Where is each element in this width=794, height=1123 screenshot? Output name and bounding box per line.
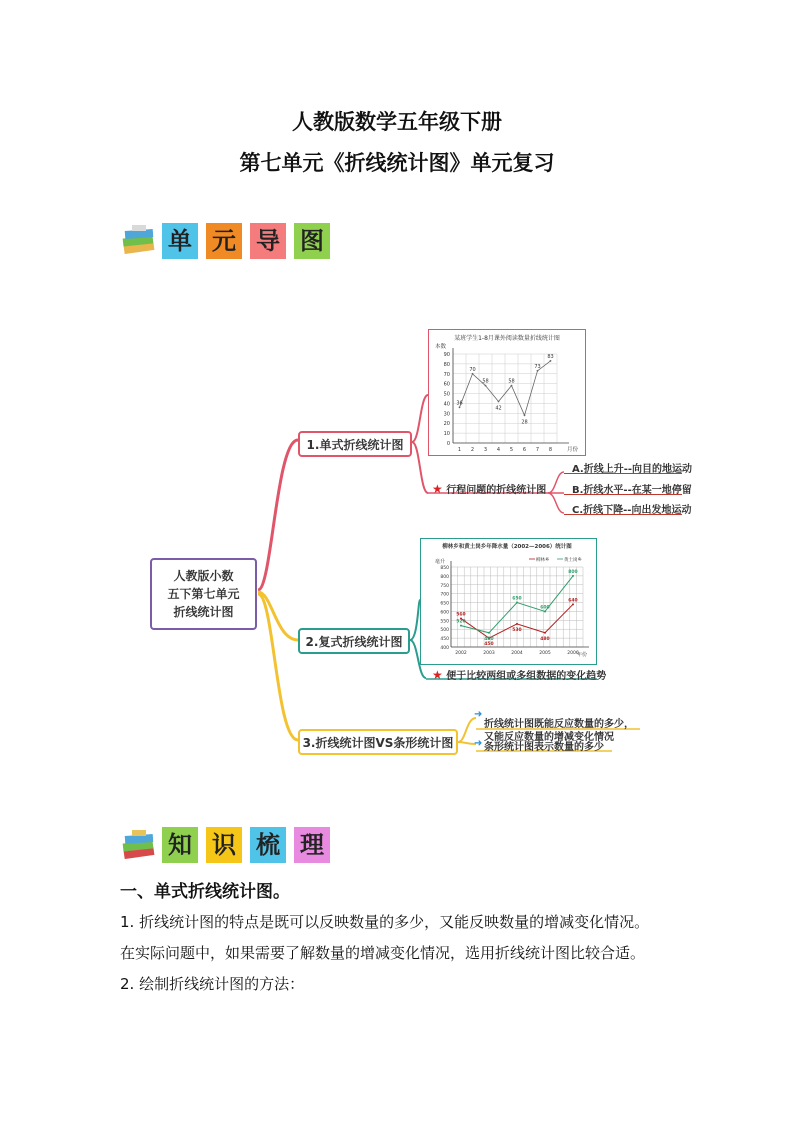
chart-2-ytick: 550 (440, 619, 449, 625)
chart-2-point (572, 603, 574, 605)
badge-dan: 单 (162, 223, 198, 259)
chart-1-ylabel: 本数 (435, 344, 447, 350)
star-icon: ★ (432, 668, 443, 682)
chart-1-point (472, 373, 474, 375)
chart-1-ytick: 80 (443, 361, 450, 368)
chart-2-ytick: 700 (440, 592, 449, 598)
paragraph-3: 2. 绘制折线统计图的方法： (120, 975, 305, 993)
chart-2-xtick: 2006 (567, 651, 579, 656)
mindmap-branch3-note-1: ➜ 折线统计图既能反应数量的多少， 又能反应数量的增减变化情况 (474, 709, 634, 743)
chart-1-xtick: 2 (470, 447, 475, 453)
chart-2-data-label: 480 (540, 636, 550, 642)
chart-2-point (488, 632, 490, 634)
paragraph-2: 在实际问题中，如果需要了解数量的增减变化情况，选用折线统计图比较合适。 (120, 944, 646, 962)
arrow-right-icon: ➜ (474, 709, 483, 720)
mindmap-branch-1: 1.单式折线统计图 (298, 431, 412, 457)
chart-2-xtick: 2003 (483, 651, 495, 656)
chart-1-point (498, 401, 500, 403)
chart-2-data-label: 480 (484, 636, 494, 642)
mindmap-branch3-note-2: ➜ 条形统计图表示数量的多少 (474, 738, 604, 753)
chart-2-ytick: 400 (440, 646, 449, 651)
badge-li: 理 (294, 827, 330, 863)
chart-1-data-label: 36 (456, 400, 463, 407)
chart-2-xtick: 2005 (539, 651, 551, 656)
chart-1-data-label: 42 (495, 405, 502, 412)
chart-2-point (516, 602, 518, 604)
chart-2-xtick: 2002 (455, 651, 467, 656)
chart-1-point (511, 385, 513, 387)
chart-2-xlabel: 年份 (577, 652, 588, 658)
chart-1-data-label: 28 (521, 419, 528, 426)
chart-1-xlabel: 月份 (567, 447, 579, 453)
mindmap-branch2-note: ★ 便于比较两组或多组数据的变化趋势 (432, 668, 607, 682)
chart-2-data-label: 530 (512, 627, 522, 633)
chart-2-legend-label: 柳林乡 (536, 558, 550, 563)
badge-tu: 图 (294, 223, 330, 259)
chart-1-data-label: 58 (482, 378, 489, 385)
chart-1-xtick: 6 (522, 447, 527, 453)
chart-2-data-label: 520 (456, 619, 466, 625)
chart-1-xtick: 4 (496, 447, 501, 453)
badge-zhi: 知 (162, 827, 198, 863)
chart-2-point (460, 625, 462, 627)
chart-1-data-label: 70 (469, 366, 476, 373)
chart-2-ytick: 850 (440, 566, 449, 571)
chart-2 (421, 539, 595, 663)
chart-1-data-label: 73 (534, 363, 541, 370)
mindmap-branch-2: 2.复式折线统计图 (298, 628, 410, 654)
badge-shi: 识 (206, 827, 242, 863)
chart-1-point (485, 385, 487, 387)
mindmap-branch1-sub: ★ 行程问题的折线统计图 (432, 482, 547, 496)
chart-2-point (544, 610, 546, 612)
chart-1-xtick: 8 (548, 447, 553, 453)
chart-1-xtick: 1 (457, 447, 462, 453)
chart-2-frame (420, 538, 597, 665)
chart-1-ytick: 60 (443, 381, 450, 388)
chart-1-ytick: 40 (443, 401, 450, 408)
chart-2-ytick: 450 (440, 637, 449, 643)
chart-2-title: 柳林乡和黄土岗乡年降水量（2002—2006）统计图 (442, 544, 572, 550)
chart-2-data-label: 640 (568, 598, 578, 604)
arrow-right-icon: ➜ (474, 738, 483, 749)
chart-2-ytick: 650 (440, 601, 449, 607)
mindmap-branch-3: 3.折线统计图VS条形统计图 (298, 729, 458, 755)
chart-1-ytick: 20 (443, 421, 450, 428)
chart-1-point (524, 414, 526, 416)
chart-2-point (516, 623, 518, 625)
chart-2-xtick: 2004 (511, 651, 523, 656)
mindmap-leaf-b: B.折线水平--在某一地停留 (572, 485, 692, 496)
mindmap-leaf-a: A.折线上升--向目的地运动 (572, 464, 693, 475)
chart-2-data-label: 560 (456, 612, 466, 618)
chart-1-ytick: 10 (443, 431, 450, 438)
chart-2-ytick: 600 (440, 610, 449, 616)
chart-2-ytick: 500 (440, 628, 449, 634)
books-icon (120, 828, 160, 862)
chart-1-point (459, 407, 461, 409)
chart-2-ytick: 750 (440, 583, 449, 589)
chart-1-xtick: 7 (535, 447, 540, 453)
mindmap-leaf-c: C.折线下降--向出发地运动 (572, 505, 692, 516)
badge-shu: 梳 (250, 827, 286, 863)
chart-1-data-label: 58 (508, 378, 515, 385)
chart-2-point (544, 632, 546, 634)
chart-2-data-label: 450 (484, 642, 494, 648)
chart-2-legend-label: 黄土岗乡 (564, 558, 582, 563)
chart-2-data-label: 800 (568, 569, 578, 575)
chart-1-point (537, 370, 539, 372)
chart-1-ytick: 90 (443, 352, 450, 358)
chart-1-ytick: 30 (443, 411, 450, 418)
chart-1 (429, 330, 584, 454)
chart-1-ytick: 50 (443, 391, 450, 398)
chart-2-ytick: 800 (440, 574, 449, 580)
chart-1-xtick: 5 (509, 447, 514, 453)
chart-1-frame (428, 329, 586, 456)
badge-yuan: 元 (206, 223, 242, 259)
badge-dao: 导 (250, 223, 286, 259)
chart-1-xtick: 3 (483, 447, 488, 453)
document-subtitle: 第七单元《折线统计图》单元复习 (239, 151, 555, 175)
chart-1-ytick: 70 (443, 371, 450, 378)
paragraph-1: 1. 折线统计图的特点是既可以反映数量的多少，又能反映数量的增减变化情况。 (120, 913, 650, 931)
chart-2-point (572, 575, 574, 577)
section-heading: 一、单式折线统计图。 (120, 882, 290, 902)
chart-1-title: 某班学生1-8月课外阅读数量折线统计图 (454, 335, 560, 342)
chart-1-data-label: 83 (547, 353, 554, 360)
chart-2-data-label: 650 (512, 596, 522, 602)
chart-2-ylabel: 毫升 (435, 559, 446, 565)
star-icon: ★ (432, 482, 443, 496)
mindmap-root: 人教版小数 五下第七单元 折线统计图 (150, 558, 257, 630)
chart-2-data-label: 600 (540, 605, 550, 611)
chart-1-point (550, 360, 552, 362)
chart-1-ytick: 0 (446, 441, 450, 447)
document-title: 人教版数学五年级下册 (292, 110, 502, 134)
